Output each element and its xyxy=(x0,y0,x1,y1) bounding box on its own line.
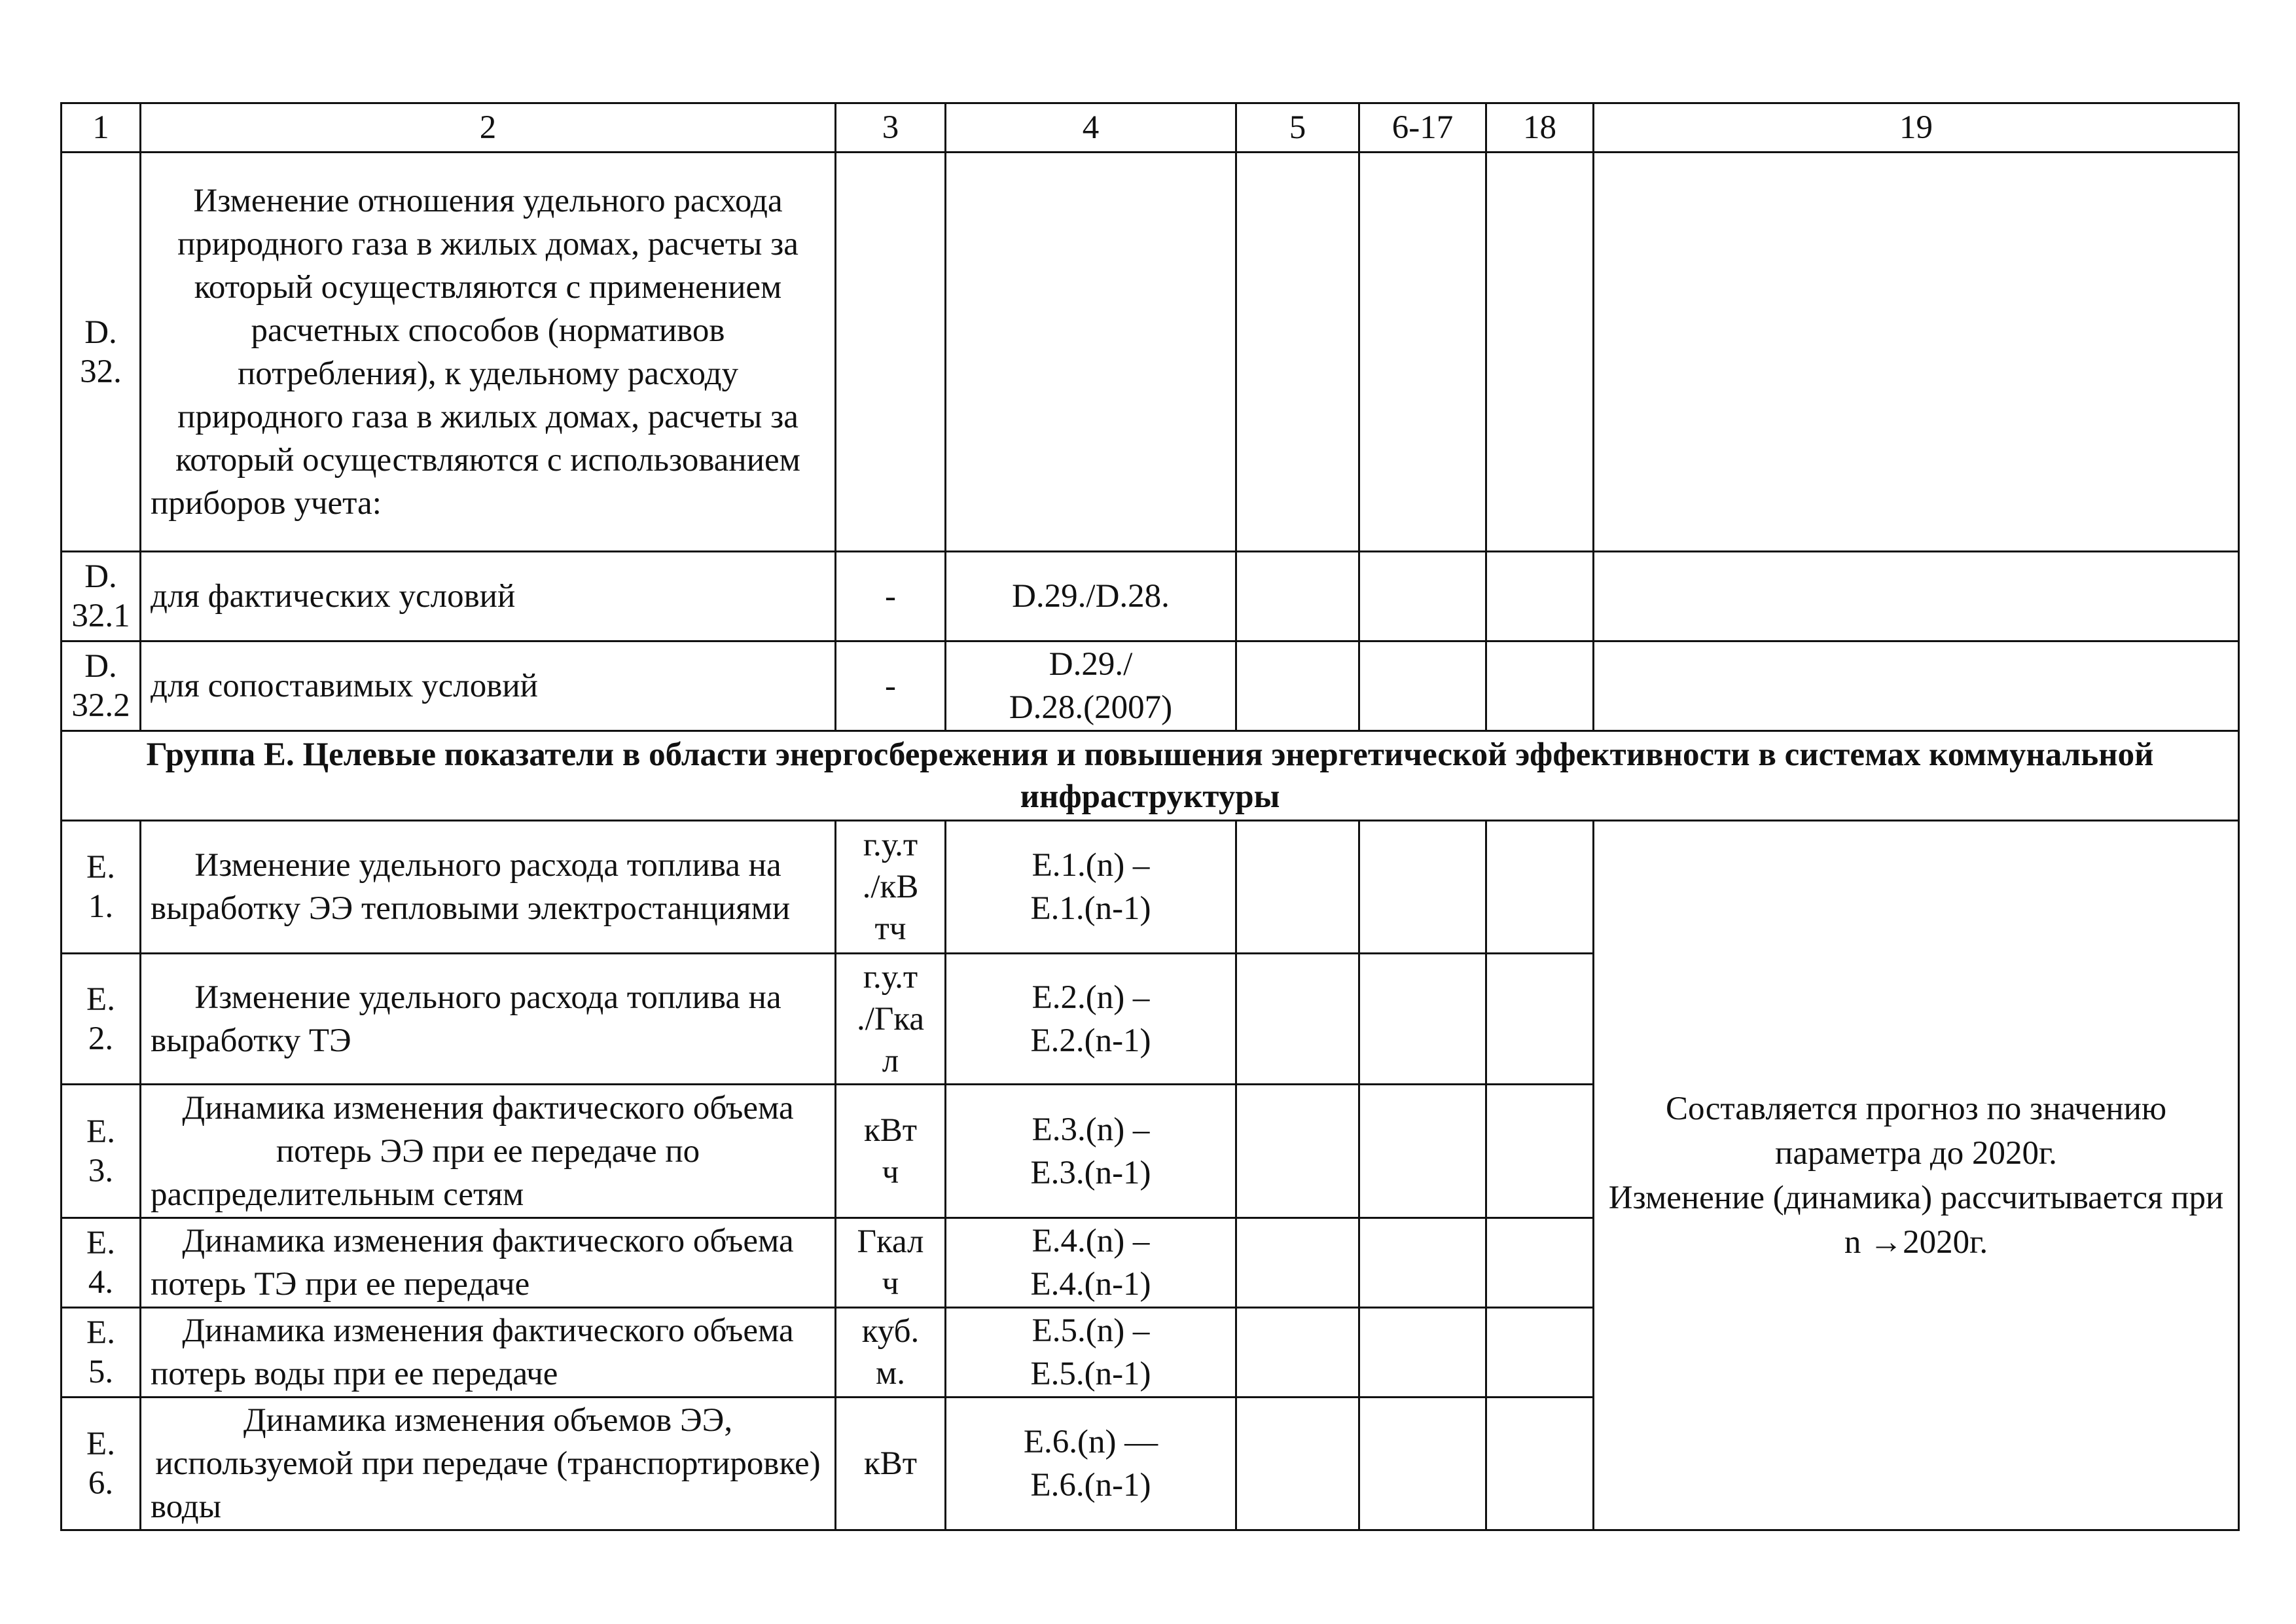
row-formula: Е.1.(n) – Е.1.(n-1) xyxy=(946,821,1236,954)
row-unit: - xyxy=(836,552,946,641)
column-header: 1 xyxy=(62,103,141,153)
column-header: 6-17 xyxy=(1359,103,1486,153)
empty-cell xyxy=(1236,153,1359,552)
empty-cell xyxy=(1236,1308,1359,1398)
header-row xyxy=(62,103,2239,153)
row-formula: Е.2.(n) – Е.2.(n-1) xyxy=(946,954,1236,1085)
row-formula: Е.4.(n) – Е.4.(n-1) xyxy=(946,1218,1236,1308)
row-unit xyxy=(836,153,946,552)
column-header: 5 xyxy=(1236,103,1359,153)
empty-cell xyxy=(1594,552,2239,641)
empty-cell xyxy=(1486,641,1594,731)
table-row xyxy=(62,552,2239,641)
row-code: Е. 4. xyxy=(62,1218,141,1308)
empty-cell xyxy=(1359,1398,1486,1530)
empty-cell xyxy=(1359,641,1486,731)
row-indicator-name: Изменение отношения удельного расхода природного газа в жилых домах, расчеты за который осуществляются с применением расчетных способов (нормативов потребления), к удельному расходу природного газа в жилых домах, расчеты за который осуществляются с использованием приборов учета: xyxy=(141,153,836,552)
empty-cell xyxy=(1359,153,1486,552)
row-formula xyxy=(946,153,1236,552)
empty-cell xyxy=(1486,954,1594,1085)
indicators-table xyxy=(60,102,2240,1531)
row-formula: D.29./ D.28.(2007) xyxy=(946,641,1236,731)
empty-cell xyxy=(1359,1308,1486,1398)
empty-cell xyxy=(1486,153,1594,552)
forecast-note: Составляется прогноз по значению параметра до 2020г. Изменение (динамика) рассчитывается при n →2020г. xyxy=(1594,821,2239,1530)
empty-cell xyxy=(1594,153,2239,552)
row-code: Е. 6. xyxy=(62,1398,141,1530)
empty-cell xyxy=(1486,821,1594,954)
empty-cell xyxy=(1486,1308,1594,1398)
empty-cell xyxy=(1236,1398,1359,1530)
row-indicator-name: Изменение удельного расхода топлива на выработку ЭЭ тепловыми электростанциями xyxy=(141,821,836,954)
row-indicator-name: Динамика изменения фактического объема потерь ТЭ при ее передаче xyxy=(141,1218,836,1308)
empty-cell xyxy=(1359,1085,1486,1218)
empty-cell xyxy=(1359,954,1486,1085)
column-header: 2 xyxy=(141,103,836,153)
empty-cell xyxy=(1236,821,1359,954)
column-header: 4 xyxy=(946,103,1236,153)
row-formula: Е.6.(n) — Е.6.(n-1) xyxy=(946,1398,1236,1530)
row-indicator-name: для фактических условий xyxy=(141,552,836,641)
row-indicator-name: Динамика изменения фактического объема потерь ЭЭ при ее передаче по распределительным сетям xyxy=(141,1085,836,1218)
row-code: D. 32.1 xyxy=(62,552,141,641)
empty-cell xyxy=(1359,552,1486,641)
row-indicator-name: Динамика изменения объемов ЭЭ, используемой при передаче (транспортировке) воды xyxy=(141,1398,836,1530)
row-unit: кВт xyxy=(836,1398,946,1530)
empty-cell xyxy=(1486,552,1594,641)
row-unit: куб. м. xyxy=(836,1308,946,1398)
column-header: 19 xyxy=(1594,103,2239,153)
empty-cell xyxy=(1594,641,2239,731)
row-formula: Е.3.(n) – Е.3.(n-1) xyxy=(946,1085,1236,1218)
row-unit: г.у.т ./кВ тч xyxy=(836,821,946,954)
table-row xyxy=(62,641,2239,731)
table-row xyxy=(62,821,2239,954)
row-unit: Гкал ч xyxy=(836,1218,946,1308)
row-code: Е. 1. xyxy=(62,821,141,954)
row-unit: - xyxy=(836,641,946,731)
empty-cell xyxy=(1486,1398,1594,1530)
empty-cell xyxy=(1359,821,1486,954)
row-indicator-name: Динамика изменения фактического объема потерь воды при ее передаче xyxy=(141,1308,836,1398)
column-header: 18 xyxy=(1486,103,1594,153)
row-indicator-name: Изменение удельного расхода топлива на выработку ТЭ xyxy=(141,954,836,1085)
empty-cell xyxy=(1236,954,1359,1085)
empty-cell xyxy=(1359,1218,1486,1308)
row-code: Е. 3. xyxy=(62,1085,141,1218)
row-unit: г.у.т ./Гка л xyxy=(836,954,946,1085)
empty-cell xyxy=(1236,552,1359,641)
row-code: Е. 5. xyxy=(62,1308,141,1398)
empty-cell xyxy=(1486,1218,1594,1308)
row-code: D. 32.2 xyxy=(62,641,141,731)
column-header: 3 xyxy=(836,103,946,153)
empty-cell xyxy=(1236,1218,1359,1308)
row-formula: Е.5.(n) – Е.5.(n-1) xyxy=(946,1308,1236,1398)
group-header-row xyxy=(62,731,2239,821)
table-row xyxy=(62,153,2239,552)
empty-cell xyxy=(1236,1085,1359,1218)
row-code: D. 32. xyxy=(62,153,141,552)
row-indicator-name: для сопоставимых условий xyxy=(141,641,836,731)
group-e-title: Группа Е. Целевые показатели в области энергосбережения и повышения энергетической эффективности в системах коммунальной инфраструктуры xyxy=(62,731,2239,821)
empty-cell xyxy=(1486,1085,1594,1218)
empty-cell xyxy=(1236,641,1359,731)
row-formula: D.29./D.28. xyxy=(946,552,1236,641)
row-code: Е. 2. xyxy=(62,954,141,1085)
row-unit: кВт ч xyxy=(836,1085,946,1218)
